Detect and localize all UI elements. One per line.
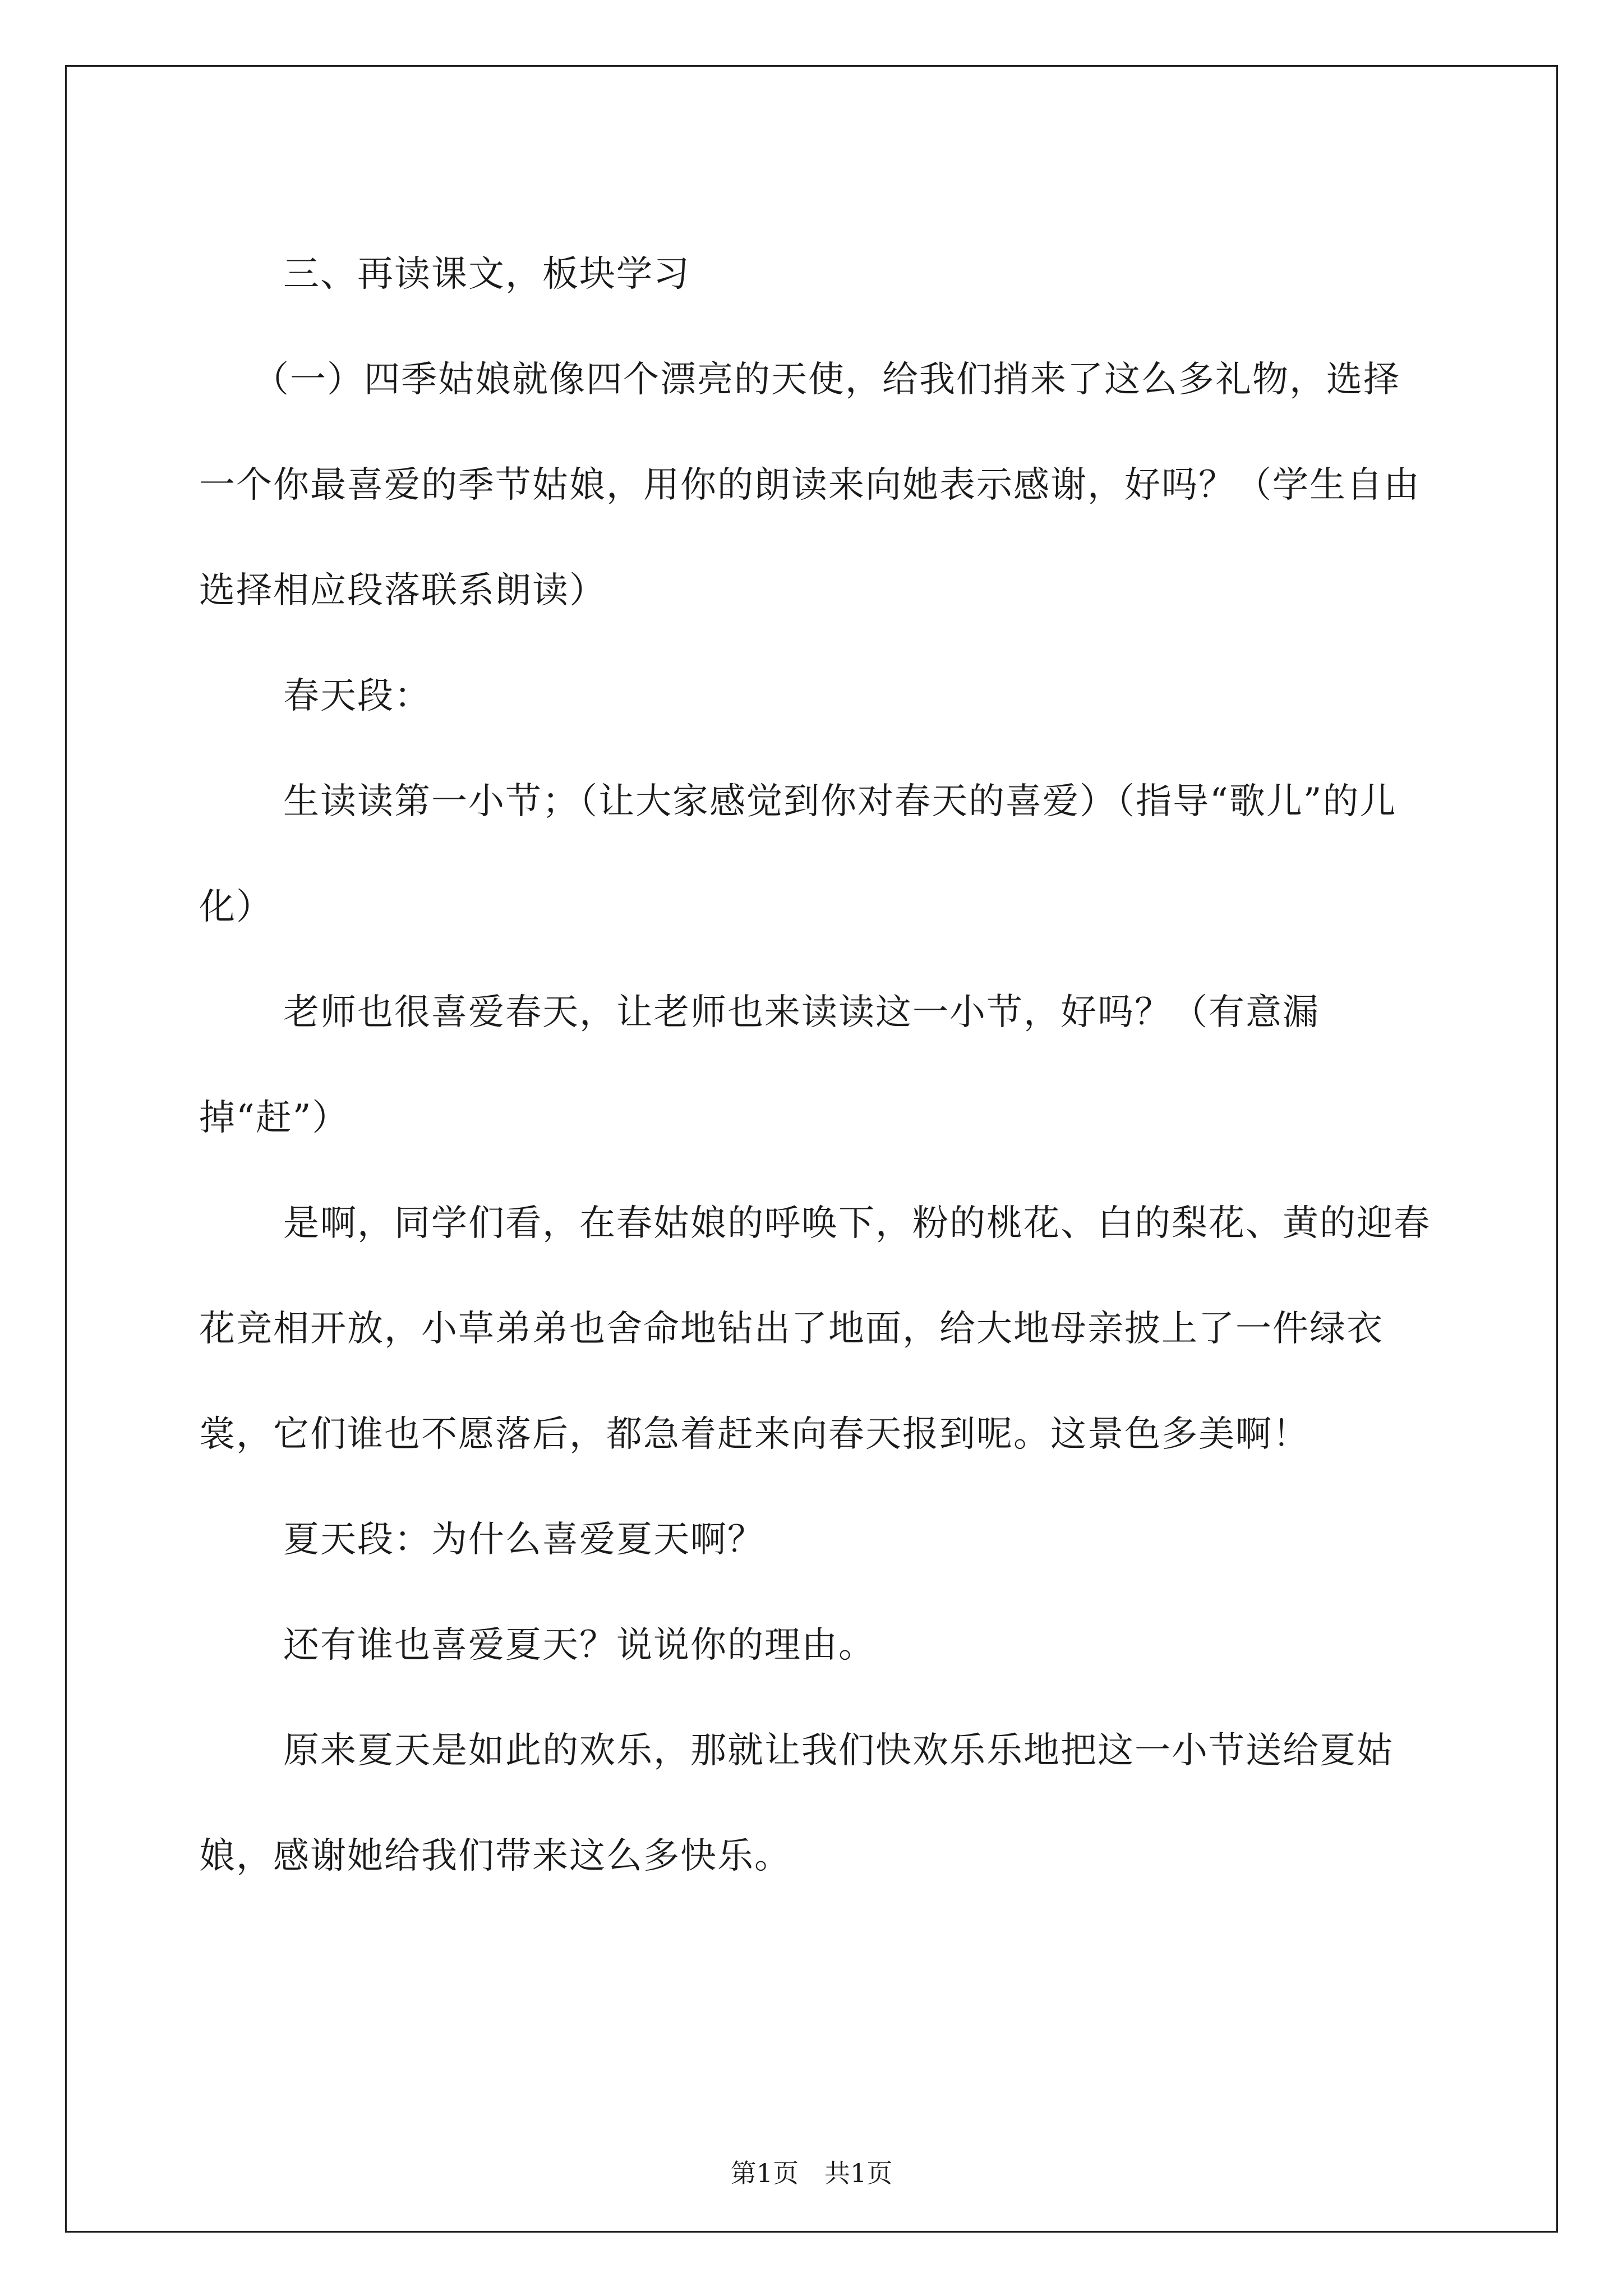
paragraph: 是啊，同学们看，在春姑娘的呼唤下，粉的桃花、白的梨花、黄的迎春花竞相开放，小草弟弟也舍命地钻出了地面，给大地母亲披上了一件绿衣裳，它们谁也不愿落后，都急着赶来向春天报到呢。这景色多美啊！	[199, 1203, 1431, 1455]
section-heading: 三、再读课文，板块学习	[283, 254, 690, 295]
document-body	[199, 222, 1433, 1909]
paragraph: 原来夏天是如此的欢乐，那就让我们快欢乐乐地把这一小节送给夏姑娘，感谢她给我们带来这么多快乐。	[199, 1730, 1394, 1877]
paragraph: 春天段：	[283, 675, 431, 717]
paragraph: （一）四季姑娘就像四个漂亮的天使，给我们捎来了这么多礼物，选择一个你最喜爱的季节姑娘，用你的朗读来向她表示感谢，好吗？（学生自由选择相应段落联系朗读）	[199, 359, 1421, 611]
paragraph: 夏天段：为什么喜爱夏天啊？	[283, 1519, 764, 1561]
page-number: 第1页 共1页	[730, 2158, 893, 2188]
paragraph: 老师也很喜爱春天，让老师也来读读这一小节，好吗？（有意漏掉“赶”）	[199, 992, 1320, 1139]
paragraph: 生读读第一小节；（让大家感觉到你对春天的喜爱）（指导“歌儿”的儿化）	[199, 781, 1397, 928]
paragraph: 还有谁也喜爱夏天？说说你的理由。	[283, 1625, 875, 1666]
